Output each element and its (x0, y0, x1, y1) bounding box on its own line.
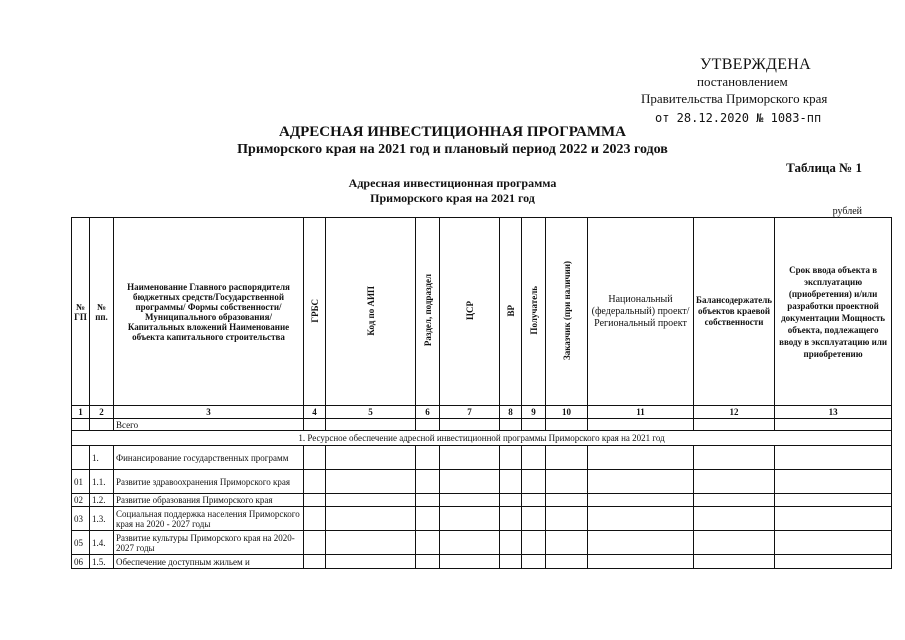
row-pp: 1.5. (90, 555, 114, 569)
row-gp: 03 (72, 507, 90, 531)
header-gp: № ГП (72, 218, 90, 406)
table-row (72, 446, 892, 470)
row-name: Финансирование государственных программ (114, 446, 304, 470)
column-number: 10 (546, 406, 588, 419)
row-gp: 02 (72, 494, 90, 507)
row-pp: 1.3. (90, 507, 114, 531)
row-gp: 06 (72, 555, 90, 569)
header-recipient: Получатель (528, 286, 539, 335)
column-number: 9 (522, 406, 546, 419)
header-national-project: Национальный (федеральный) проект/Региональный проект (588, 218, 694, 406)
row-name: Развитие здравоохранения Приморского края (114, 470, 304, 494)
header-customer: Заказчик (при наличии) (561, 261, 572, 360)
column-number: 1 (72, 406, 90, 419)
table-caption-line1: Адресная инвестиционная программа (348, 176, 557, 190)
header-vr: ВР (505, 304, 516, 317)
row-gp: 05 (72, 531, 90, 555)
units-label: рублей (832, 206, 862, 217)
header-aip-code: Код по АИП (365, 285, 376, 336)
header-commissioning: Срок ввода объекта в эксплуатацию (приобретения) и/или разработки проектной документации Мощность объекта, подлежащего вводу в эксплуатацию или приобретению (775, 218, 892, 406)
table-row (72, 531, 892, 555)
table-label: Таблица № 1 (786, 160, 862, 175)
row-pp: 1.4. (90, 531, 114, 555)
row-name: Развитие образования Приморского края (114, 494, 304, 507)
header-section: Раздел, подраздел (422, 274, 433, 347)
header-csr: ЦСР (464, 301, 475, 320)
row-name: Социальная поддержка населения Приморского края на 2020 - 2027 годы (114, 507, 304, 531)
header-name: Наименование Главного распорядителя бюджетных средств/Государственной программы/ Формы собственности/ Муниципального образования/ Капитальных вложений Наименование объекта капитального строительства (114, 218, 304, 406)
row-pp: 1.1. (90, 470, 114, 494)
row-name: Развитие культуры Приморского края на 2020-2027 годы (114, 531, 304, 555)
column-number: 13 (775, 406, 892, 419)
total-label: Всего (114, 419, 304, 431)
table-header-row (72, 218, 892, 406)
document-subtitle: Приморского края на 2021 год и плановый период 2022 и 2023 годов (237, 142, 668, 157)
column-number: 5 (326, 406, 416, 419)
total-row (72, 419, 892, 431)
column-numbers-row (72, 406, 892, 419)
row-pp: 1.2. (90, 494, 114, 507)
column-number: 2 (90, 406, 114, 419)
investment-table (71, 217, 892, 569)
header-balance-holder: Балансодержатель объектов краевой собственности (694, 218, 775, 406)
header-pp: № пп. (90, 218, 114, 406)
column-number: 3 (114, 406, 304, 419)
approval-date: от 28.12.2020 № 1083-пп (655, 111, 822, 125)
approval-line3: Правительства Приморского края (641, 91, 828, 106)
table-caption-line2: Приморского края на 2021 год (370, 191, 535, 205)
table-row (72, 507, 892, 531)
document-title: АДРЕСНАЯ ИНВЕСТИЦИОННАЯ ПРОГРАММА (278, 124, 626, 140)
column-number: 7 (440, 406, 500, 419)
section-title: 1. Ресурсное обеспечение адресной инвестиционной программы Приморского края на 2021 год (72, 431, 892, 446)
row-gp (72, 446, 90, 470)
column-number: 6 (416, 406, 440, 419)
column-number: 4 (304, 406, 326, 419)
table-row (72, 494, 892, 507)
section-row (72, 431, 892, 446)
row-name: Обеспечение доступным жильем и (114, 555, 304, 569)
column-number: 12 (694, 406, 775, 419)
column-number: 11 (588, 406, 694, 419)
approval-line2: постановлением (697, 74, 788, 89)
approval-stamp: УТВЕРЖДЕНА (700, 56, 812, 73)
table-row (72, 470, 892, 494)
table-row (72, 555, 892, 569)
header-grbs: ГРБС (309, 298, 320, 323)
row-gp: 01 (72, 470, 90, 494)
row-pp: 1. (90, 446, 114, 470)
column-number: 8 (500, 406, 522, 419)
